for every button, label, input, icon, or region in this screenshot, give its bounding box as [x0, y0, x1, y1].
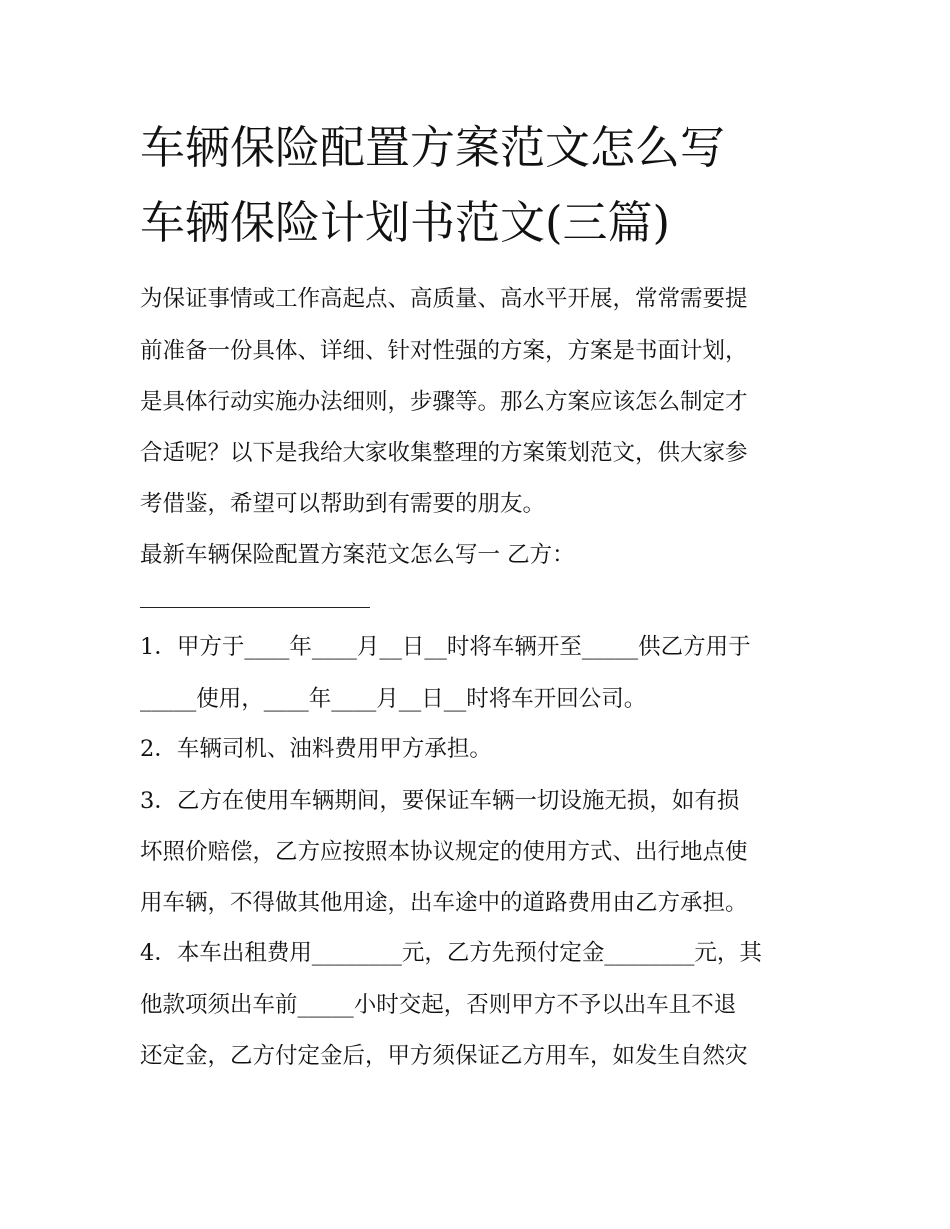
clause-3-line-2: 坏照价赔偿，乙方应按照本协议规定的使用方式、出行地点使 [140, 839, 748, 865]
clause-1-line-2: _____使用，____年____月__日__时将车开回公司。 [140, 686, 647, 712]
intro-line-5: 考借鉴，希望可以帮助到有需要的朋友。 [140, 491, 546, 517]
clause-4-line-1: 4．本车出租费用________元，乙方先预付定金________元，其 [140, 940, 762, 966]
clause-2-line-1: 2．车辆司机、油料费用甲方承担。 [140, 736, 492, 762]
intro-line-1: 为保证事情或工作高起点、高质量、高水平开展，常常需要提 [140, 286, 748, 312]
clause-3-line-1: 3．乙方在使用车辆期间，要保证车辆一切设施无损，如有损 [140, 788, 740, 814]
clause-1-line-1: 1．甲方于____年____月__日__时将车辆开至_____供乙方用于 [140, 634, 751, 660]
clause-4-line-3: 还定金，乙方付定金后，甲方须保证乙方用车，如发生自然灾 [140, 1043, 748, 1069]
clause-3-line-3: 用车辆，不得做其他用途，出车途中的道路费用由乙方承担。 [140, 890, 748, 916]
intro-line-2: 前准备一份具体、详细、针对性强的方案，方案是书面计划， [140, 338, 748, 364]
document-title-line-1: 车辆保险配置方案范文怎么写 [140, 121, 726, 174]
document-title-line-2: 车辆保险计划书范文(三篇) [140, 196, 671, 249]
section-heading: 最新车辆保险配置方案范文怎么写一 乙方： [140, 542, 575, 568]
intro-line-3: 是具体行动实施办法细则，步骤等。那么方案应该怎么制定才 [140, 389, 748, 415]
clause-4-line-2: 他款项须出车前_____小时交起，否则甲方不予以出车且不退 [140, 992, 737, 1018]
intro-line-4: 合适呢？以下是我给大家收集整理的方案策划范文，供大家参 [140, 440, 748, 466]
party-b-blank-line [140, 607, 370, 608]
